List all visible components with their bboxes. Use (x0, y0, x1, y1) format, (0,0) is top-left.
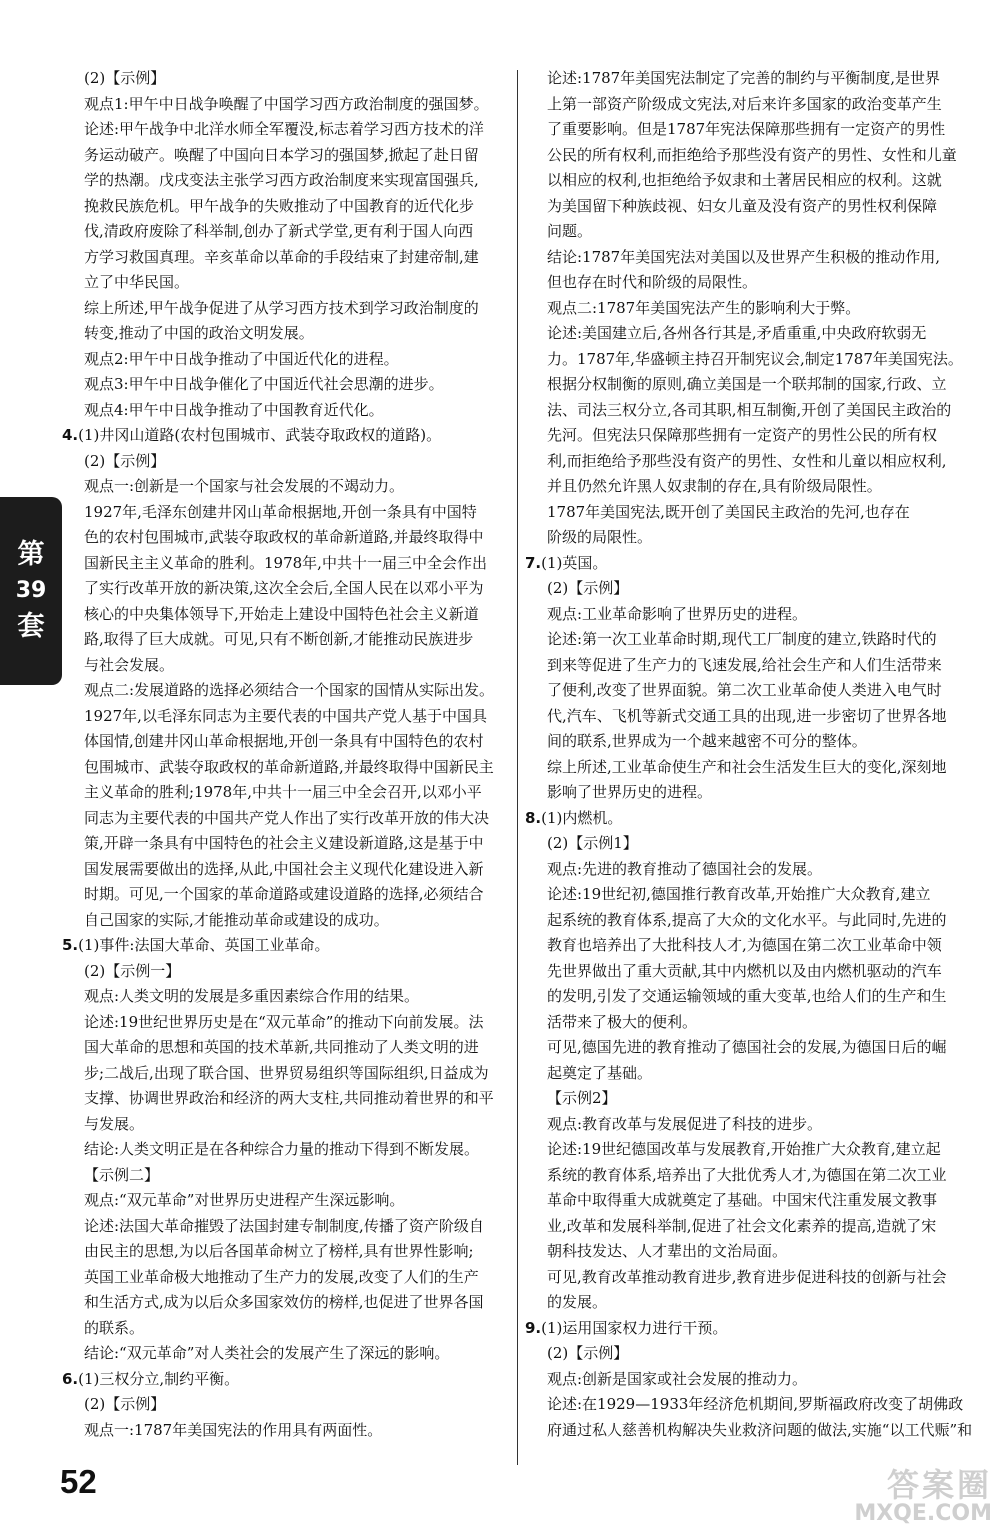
text-line (525, 66, 977, 92)
text-line (62, 1367, 512, 1393)
line-text: 观点一:1787年美国宪法的作用具有两面性。 (84, 1420, 383, 1439)
text-line (525, 92, 977, 118)
text-line (525, 806, 977, 832)
question-number: 4. (62, 426, 79, 444)
line-text: 务运动破产。唤醒了中国向日本学习的强国梦,掀起了赴日留 (84, 145, 479, 164)
line-text: 起奠定了基础。 (547, 1063, 653, 1082)
text-line (62, 1163, 512, 1189)
question-number: 7. (525, 553, 542, 572)
line-text: 革命中取得重大成就奠定了基础。中国宋代注重发展文教事 (547, 1191, 938, 1209)
line-text: (1)三权分立,制约平衡。 (78, 1369, 240, 1388)
text-line (525, 1239, 977, 1265)
tab-char-1: 第 (17, 539, 45, 570)
line-text: 综上所述,甲午战争促进了从学习西方技术到学习政治制度的 (84, 298, 479, 317)
line-text: 同志为主要代表的中国共产党人作出了实行改革开放的伟大决 (84, 808, 490, 827)
text-line (525, 1188, 977, 1214)
text-line (525, 627, 977, 653)
line-text: 系统的教育体系,培养出了大批优秀人才,为德国在第二次工业 (547, 1165, 947, 1184)
text-line (62, 653, 512, 679)
line-text: (1)内燃机。 (541, 808, 623, 827)
line-text: 挽救民族危机。甲午战争的失败推动了中国教育的近代化步 (84, 196, 475, 215)
line-text: 先世界做出了重大贡献,其中内燃机以及由内燃机驱动的汽车 (547, 961, 942, 980)
text-line (62, 1341, 512, 1367)
text-line (62, 1061, 512, 1087)
text-line (62, 729, 512, 755)
text-line (525, 1214, 977, 1240)
text-line (525, 1316, 977, 1342)
text-line (62, 1265, 512, 1291)
line-text: 观点:创新是国家或社会发展的推动力。 (547, 1369, 808, 1388)
text-line (62, 347, 512, 373)
line-text: 与发展。 (84, 1114, 145, 1133)
page-number: 52 (60, 1463, 97, 1500)
line-text: 以相应的权利,也拒绝给予奴隶和土著居民相应的权利。这就 (547, 171, 942, 189)
line-text: 府通过私人慈善机构解决失业救济问题的做法,实施“以工代赈”和 (547, 1420, 973, 1439)
line-text: 先河。但宪法只保障那些拥有一定资产的男性公民的所有权 (547, 426, 938, 444)
line-text: (1)事件:法国大革命、英国工业革命。 (78, 936, 330, 954)
line-text: 到来等促进了生产力的飞速发展,给社会生产和人们生活带来 (547, 655, 942, 674)
line-text: 与社会发展。 (84, 655, 175, 674)
line-text: 论述:1787年美国宪法制定了完善的制约与平衡制度,是世界 (547, 69, 940, 87)
text-line (525, 1010, 977, 1036)
text-line (62, 857, 512, 883)
text-line (525, 372, 977, 398)
text-line (62, 1290, 512, 1316)
line-text: 自己国家的实际,才能推动革命或建设的成功。 (84, 910, 389, 929)
question-number: 6. (62, 1369, 79, 1388)
text-line (62, 576, 512, 602)
line-text: 论述:19世纪世界历史是在“双元革命”的推动下向前发展。法 (84, 1012, 484, 1031)
text-line (62, 168, 512, 194)
text-line (62, 627, 512, 653)
line-text: 了实行改革开放的新决策,这次全会后,全国人民在以邓小平为 (84, 579, 484, 597)
text-line (62, 1137, 512, 1163)
right-column (525, 66, 977, 1443)
line-text: 观点:“双元革命”对世界历史进程产生深远影响。 (84, 1191, 405, 1209)
line-text: 但也存在时代和阶级的局限性。 (547, 273, 758, 291)
text-line (62, 372, 512, 398)
line-text: 观点:人类文明的发展是多重因素综合作用的结果。 (84, 987, 420, 1005)
text-line (525, 1035, 977, 1061)
text-line (62, 525, 512, 551)
text-line (525, 398, 977, 424)
line-text: 论述:美国建立后,各州各行其是,矛盾重重,中央政府软弱无 (547, 324, 927, 342)
text-line (62, 1392, 512, 1418)
text-line (525, 984, 977, 1010)
text-line (62, 117, 512, 143)
text-line (62, 1086, 512, 1112)
text-line (62, 500, 512, 526)
text-line (525, 908, 977, 934)
line-text: 综上所述,工业革命使生产和社会生活发生巨大的变化,深刻地 (547, 757, 947, 776)
line-text: 1787年美国宪法,既开创了美国民主政治的先河,也存在 (547, 502, 910, 521)
line-text: 结论:“双元革命”对人类社会的发展产生了深远的影响。 (84, 1344, 450, 1362)
text-line (525, 143, 977, 169)
text-line (62, 1112, 512, 1138)
line-text: 由民主的思想,为以后各国革命树立了榜样,具有世界性影响; (84, 1242, 474, 1260)
line-text: 论述:在1929—1933年经济危机期间,罗斯福政府改变了胡佛政 (547, 1395, 964, 1413)
text-line (62, 806, 512, 832)
question-number: 9. (525, 1318, 542, 1337)
line-text: (2)【示例一】 (84, 961, 181, 980)
text-line (525, 602, 977, 628)
text-line (62, 245, 512, 271)
text-line (525, 194, 977, 220)
text-line (62, 1035, 512, 1061)
line-text: (2)【示例】 (84, 1395, 166, 1413)
line-text: 观点:先进的教育推动了德国社会的发展。 (547, 859, 823, 878)
text-line (525, 347, 977, 373)
text-line (525, 1290, 977, 1316)
text-line (525, 1163, 977, 1189)
line-text: 英国工业革命极大地推动了生产力的发展,改变了人们的生产 (84, 1267, 479, 1286)
line-text: 时期。可见,一个国家的革命道路或建设道路的选择,必须结合 (84, 885, 484, 903)
line-text: 国发展需要做出的选择,从此,中国社会主义现代化建设进入新 (84, 859, 484, 878)
line-text: 问题。 (547, 222, 593, 240)
line-text: 代,汽车、飞机等新式交通工具的出现,进一步密切了世界各地 (547, 706, 947, 725)
text-line (62, 933, 512, 959)
line-text: (1)英国。 (541, 553, 608, 572)
line-text: (2)【示例】 (547, 579, 629, 597)
line-text: 观点2:甲午中日战争推动了中国近代化的进程。 (84, 349, 399, 368)
line-text: 可见,教育改革推动教育进步,教育进步促进科技的创新与社会 (547, 1267, 947, 1286)
line-text: 论述:19世纪德国改革与发展教育,开始推广大众教育,建立起 (547, 1140, 941, 1158)
line-text: 力。1787年,华盛顿主持召开制宪议会,制定1787年美国宪法。 (547, 349, 963, 368)
text-line (525, 1392, 977, 1418)
text-line (62, 143, 512, 169)
line-text: 国新民主主义革命的胜利。1978年,中共十一届三中全会作出 (84, 553, 487, 572)
line-text: 论述:甲午战争中北洋水师全军覆没,标志着学习西方技术的洋 (84, 120, 484, 138)
line-text: 转变,推动了中国的政治文明发展。 (84, 324, 314, 342)
line-text: 论述:19世纪初,德国推行教育改革,开始推广大众教育,建立 (547, 885, 931, 903)
text-line (525, 1061, 977, 1087)
line-text: 观点二:1787年美国宪法产生的影响利大于弊。 (547, 298, 861, 317)
text-line (62, 1010, 512, 1036)
text-line (525, 729, 977, 755)
line-text: 观点:教育改革与发展促进了科技的进步。 (547, 1114, 823, 1133)
line-text: (1)井冈山道路(农村包围城市、武装夺取政权的道路)。 (78, 426, 442, 444)
text-line (525, 168, 977, 194)
text-line (62, 219, 512, 245)
line-text: 阶级的局限性。 (547, 528, 653, 546)
line-text: 的发展。 (547, 1293, 608, 1311)
text-line (62, 984, 512, 1010)
line-text: 教育也培养出了大批科技人才,为德国在第二次工业革命中领 (547, 936, 942, 954)
text-line (62, 908, 512, 934)
line-text: 路,取得了巨大成就。可见,只有不断创新,才能推动民族进步 (84, 630, 474, 648)
line-text: 利,而拒绝给予那些没有资产的男性、女性和儿童以相应权利, (547, 451, 947, 470)
text-line (62, 1316, 512, 1342)
line-text: 论述:法国大革命摧毁了法国封建专制制度,传播了资产阶级自 (84, 1216, 484, 1235)
line-text: 朝科技发达、人才辈出的文治局面。 (547, 1242, 788, 1260)
text-line (525, 1086, 977, 1112)
text-line (62, 321, 512, 347)
line-text: 【示例2】 (547, 1089, 617, 1107)
text-line (62, 423, 512, 449)
text-line (62, 449, 512, 475)
text-line (525, 831, 977, 857)
set-number-tab (0, 497, 62, 685)
line-text: 支撑、协调世界政治和经济的两大支柱,共同推动着世界的和平 (84, 1089, 494, 1107)
text-line (525, 1367, 977, 1393)
text-line (525, 1137, 977, 1163)
tab-char-3: 套 (17, 611, 45, 642)
line-text: 结论:人类文明正是在各种综合力量的推动下得到不断发展。 (84, 1140, 480, 1158)
text-line (525, 780, 977, 806)
line-text: 根据分权制衡的原则,确立美国是一个联邦制的国家,行政、立 (547, 375, 947, 393)
line-text: 【示例二】 (84, 1165, 160, 1184)
text-line (525, 755, 977, 781)
text-line (62, 1188, 512, 1214)
text-line (525, 576, 977, 602)
text-line (525, 219, 977, 245)
text-line (62, 1239, 512, 1265)
text-line (525, 474, 977, 500)
line-text: 上第一部资产阶级成文宪法,对后来许多国家的政治变革产生 (547, 94, 942, 113)
line-text: 法、司法三权分立,各司其职,相互制衡,开创了美国民主政治的 (547, 400, 952, 419)
line-text: (2)【示例】 (84, 451, 166, 470)
line-text: 方学习救国真理。辛亥革命以革命的手段结束了封建帝制,建 (84, 247, 479, 266)
text-line (62, 66, 512, 92)
text-line (525, 500, 977, 526)
line-text: 的发明,引发了交通运输领域的重大变革,也给人们的生产和生 (547, 987, 947, 1005)
line-text: 色的农村包围城市,武装夺取政权的革命新道路,并最终取得中 (84, 528, 484, 546)
line-text: 了便利,改变了世界面貌。第二次工业革命使人类进入电气时 (547, 681, 942, 699)
text-line (525, 1112, 977, 1138)
watermark-url: MXQE.COM (854, 1501, 992, 1526)
line-text: 国大革命的思想和英国的技术革新,共同推动了人类文明的进 (84, 1038, 479, 1056)
text-line (62, 296, 512, 322)
watermark-logo-text: 答案圈 (886, 1466, 992, 1504)
text-line (62, 755, 512, 781)
line-text: 并且仍然允许黑人奴隶制的存在,具有阶级局限性。 (547, 477, 882, 495)
text-line (62, 474, 512, 500)
text-line (525, 270, 977, 296)
text-line (62, 92, 512, 118)
line-text: 1927年,毛泽东创建井冈山革命根据地,开创一条具有中国特 (84, 502, 477, 521)
text-line (525, 857, 977, 883)
line-text: 立了中华民国。 (84, 273, 190, 291)
text-line (62, 704, 512, 730)
question-number: 8. (525, 808, 542, 827)
line-text: 间的联系,世界成为一个越来越密不可分的整体。 (547, 732, 867, 750)
line-text: 包围城市、武装夺取政权的革命新道路,并最终取得中国新民主 (84, 757, 494, 776)
text-line (62, 780, 512, 806)
watermark (842, 1468, 992, 1526)
line-text: 结论:1787年美国宪法对美国以及世界产生积极的推动作用, (547, 247, 940, 266)
line-text: 为美国留下种族歧视、妇女儿童及没有资产的男性权利保障 (547, 196, 938, 215)
text-line (525, 678, 977, 704)
text-line (62, 551, 512, 577)
question-number: 5. (62, 936, 79, 954)
text-line (525, 423, 977, 449)
line-text: 策,开辟一条具有中国特色的社会主义建设新道路,这是基于中 (84, 834, 484, 852)
line-text: (2)【示例1】 (547, 834, 638, 852)
text-line (62, 1418, 512, 1444)
text-line (525, 653, 977, 679)
line-text: 影响了世界历史的进程。 (547, 783, 713, 801)
line-text: 观点4:甲午中日战争推动了中国教育近代化。 (84, 400, 384, 419)
line-text: 1927年,以毛泽东同志为主要代表的中国共产党人基于中国具 (84, 706, 487, 725)
text-line (62, 602, 512, 628)
left-column (62, 66, 512, 1443)
text-line (525, 1418, 977, 1444)
line-text: 观点一:创新是一个国家与社会发展的不竭动力。 (84, 477, 405, 495)
text-line (62, 398, 512, 424)
tab-char-2: 39 (15, 578, 47, 603)
line-text: 学的热潮。戊戌变法主张学习西方政治制度来实现富国强兵, (84, 171, 479, 189)
line-text: (1)运用国家权力进行干预。 (541, 1318, 728, 1337)
text-line (525, 1341, 977, 1367)
text-line (525, 449, 977, 475)
text-line (62, 678, 512, 704)
line-text: 体国情,创建井冈山革命根据地,开创一条具有中国特色的农村 (84, 732, 484, 750)
text-line (525, 1265, 977, 1291)
line-text: 主义革命的胜利;1978年,中共十一届三中全会召开,以邓小平 (84, 783, 482, 801)
line-text: 起系统的教育体系,提高了大众的文化水平。与此同时,先进的 (547, 910, 947, 929)
line-text: 核心的中央集体领导下,开始走上建设中国特色社会主义新道 (84, 604, 479, 623)
line-text: 观点3:甲午中日战争催化了中国近代社会思潮的进步。 (84, 375, 444, 393)
line-text: (2)【示例】 (84, 69, 166, 87)
text-line (525, 704, 977, 730)
text-line (62, 270, 512, 296)
text-line (62, 882, 512, 908)
line-text: 公民的所有权利,而拒绝给予那些没有资产的男性、女性和儿童 (547, 145, 957, 164)
text-line (525, 933, 977, 959)
line-text: 观点1:甲午中日战争唤醒了中国学习西方政治制度的强国梦。 (84, 94, 489, 113)
line-text: 观点二:发展道路的选择必须结合一个国家的国情从实际出发。 (84, 681, 495, 699)
line-text: 论述:第一次工业革命时期,现代工厂制度的建立,铁路时代的 (547, 630, 937, 648)
line-text: 和生活方式,成为以后众多国家效仿的榜样,也促进了世界各国 (84, 1293, 484, 1311)
text-line (525, 117, 977, 143)
line-text: 可见,德国先进的教育推动了德国社会的发展,为德国日后的崛 (547, 1038, 947, 1056)
line-text: 业,改革和发展科举制,促进了社会文化素养的提高,造就了宋 (547, 1216, 937, 1235)
line-text: 伐,清政府废除了科举制,创办了新式学堂,更有利于国人向西 (84, 222, 474, 240)
text-line (525, 959, 977, 985)
line-text: 了重要影响。但是1787年宪法保障那些拥有一定资产的男性 (547, 120, 946, 138)
line-text: (2)【示例】 (547, 1344, 629, 1362)
text-line (525, 296, 977, 322)
text-line (62, 194, 512, 220)
text-line (62, 959, 512, 985)
text-line (62, 831, 512, 857)
text-line (525, 551, 977, 577)
text-line (62, 1214, 512, 1240)
text-line (525, 245, 977, 271)
line-text: 活带来了极大的便利。 (547, 1012, 698, 1031)
text-line (525, 525, 977, 551)
line-text: 步;二战后,出现了联合国、世界贸易组织等国际组织,日益成为 (84, 1063, 489, 1082)
line-text: 的联系。 (84, 1318, 145, 1337)
line-text: 观点:工业革命影响了世界历史的进程。 (547, 604, 808, 623)
column-divider (517, 70, 518, 1465)
text-line (525, 321, 977, 347)
text-line (525, 882, 977, 908)
